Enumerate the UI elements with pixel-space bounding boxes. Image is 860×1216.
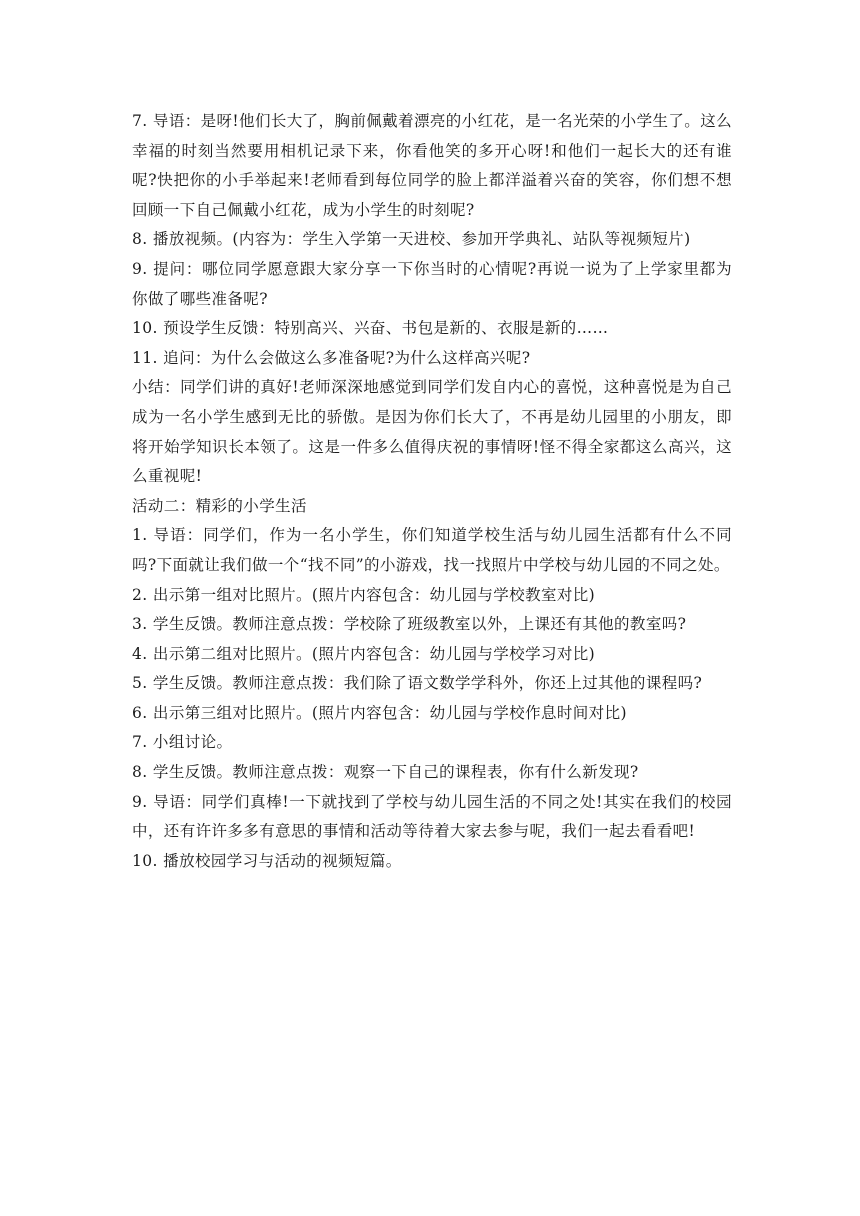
paragraph-activity2-step-10: 10. 播放校园学习与活动的视频短篇。	[132, 851, 402, 870]
paragraph-step-7-intro: 7. 导语：是呀!他们长大了，胸前佩戴着漂亮的小红花，是一名光荣的小学生了。这么幸福的时刻当然要用相机记录下来，你看他笑的多开心呀!和他们一起长大的还有谁呢?快把你的小手举起来!老师看到每位同学的脸上都洋溢着兴奋的笑容，你们想不想回顾一下自己佩戴小红花，成为小学生的时刻呢?	[132, 112, 732, 219]
paragraph-step-8-play-video: 8. 播放视频。(内容为：学生入学第一天进校、参加开学典礼、站队等视频短片)	[132, 230, 691, 249]
paragraph-activity2-step-5: 5. 学生反馈。教师注意点拨：我们除了语文数学学科外，你还上过其他的课程吗?	[132, 674, 703, 693]
paragraph-activity2-step-6: 6. 出示第三组对比照片。(照片内容包含：幼儿园与学校作息时间对比)	[132, 703, 627, 722]
paragraph-step-10-feedback: 10. 预设学生反馈：特别高兴、兴奋、书包是新的、衣服是新的……	[132, 319, 609, 338]
paragraph-step-11-follow-up: 11. 追问：为什么会做这么多准备呢?为什么这样高兴呢?	[132, 348, 531, 367]
paragraph-activity2-step-4: 4. 出示第二组对比照片。(照片内容包含：幼儿园与学校学习对比)	[132, 644, 596, 663]
paragraph-summary: 小结：同学们讲的真好!老师深深地感觉到同学们发自内心的喜悦，这种喜悦是为自己成为一名小学生感到无比的骄傲。是因为你们长大了，不再是幼儿园里的小朋友，即将开始学知识长本领了。这是一件多么值得庆祝的事情呀!怪不得全家都这么高兴，这么重视呢!	[132, 378, 732, 486]
paragraph-step-9-question: 9. 提问：哪位同学愿意跟大家分享一下你当时的心情呢?再说一说为了上学家里都为你做了哪些准备呢?	[132, 259, 732, 308]
paragraph-activity2-step-1: 1. 导语：同学们，作为一名小学生，你们知道学校生活与幼儿园生活都有什么不同吗?下面就让我们做一个“找不同”的小游戏，找一找照片中学校与幼儿园的不同之处。	[132, 526, 732, 574]
section-heading-activity-two: 活动二：精彩的小学生活	[132, 496, 307, 515]
paragraph-activity2-step-2: 2. 出示第一组对比照片。(照片内容包含：幼儿园与学校教室对比)	[132, 585, 596, 604]
paragraph-activity2-step-8: 8. 学生反馈。教师注意点拨：观察一下自己的课程表，你有什么新发现?	[132, 763, 639, 782]
paragraph-activity2-step-3: 3. 学生反馈。教师注意点拨：学校除了班级教室以外，上课还有其他的教室吗?	[132, 615, 687, 634]
paragraph-activity2-step-7: 7. 小组讨论。	[132, 733, 233, 752]
document-body	[132, 107, 732, 876]
paragraph-activity2-step-9: 9. 导语：同学们真棒!一下就找到了学校与幼儿园生活的不同之处!其实在我们的校园中，还有许许多多有意思的事情和活动等待着大家去参与呢，我们一起去看看吧!	[132, 792, 732, 841]
